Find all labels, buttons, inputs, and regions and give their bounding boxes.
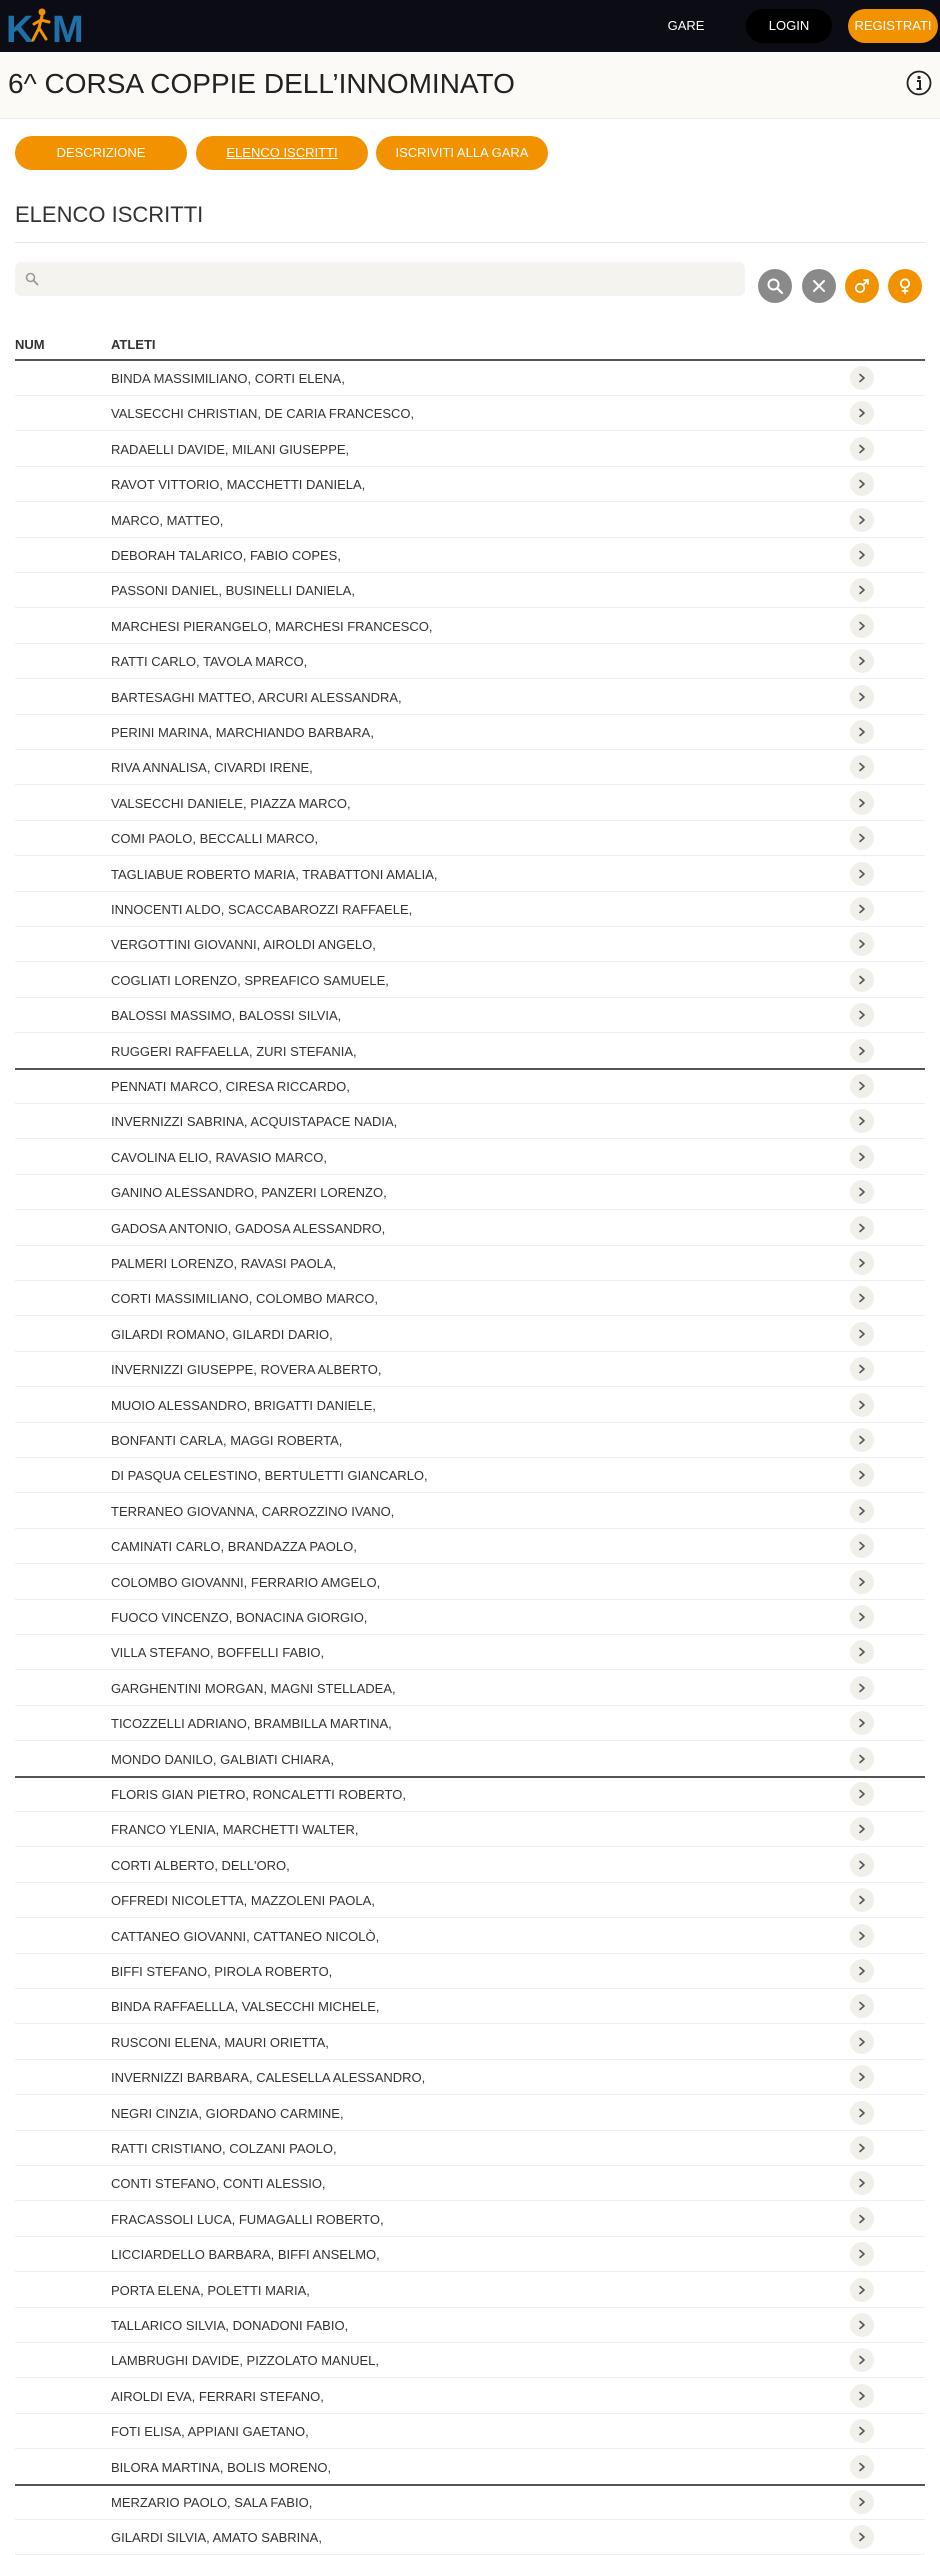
row-details-button[interactable] <box>850 1676 874 1700</box>
table-row[interactable] <box>15 1777 925 1812</box>
table-row[interactable] <box>15 2237 925 2272</box>
row-details-button[interactable] <box>850 366 874 390</box>
row-details-button[interactable] <box>850 1747 874 1771</box>
section-title: ELENCO ISCRITTI <box>15 202 204 227</box>
chevron-right-icon <box>857 585 867 595</box>
chevron-right-icon <box>857 2532 867 2542</box>
table-row[interactable] <box>15 2202 925 2237</box>
athletes-names: VALSECCHI DANIELE, PIAZZA MARCO, <box>111 796 351 811</box>
chevron-right-icon <box>857 550 867 560</box>
row-details-button[interactable] <box>850 543 874 567</box>
table-row[interactable] <box>15 1140 925 1175</box>
row-details-button[interactable] <box>850 1003 874 1027</box>
athletes-names: PORTA ELENA, POLETTI MARIA, <box>111 2283 310 2298</box>
athletes-names: DI PASQUA CELESTINO, BERTULETTI GIANCARLO, <box>111 1468 428 1483</box>
athletes-names: TICOZZELLI ADRIANO, BRAMBILLA MARTINA, <box>111 1716 392 1731</box>
row-details-button[interactable] <box>850 1109 874 1133</box>
table-row[interactable] <box>15 786 925 821</box>
chevron-right-icon <box>857 904 867 914</box>
table-row[interactable] <box>15 2379 925 2414</box>
table-row[interactable] <box>15 1175 925 1210</box>
athletes-names: FRANCO YLENIA, MARCHETTI WALTER, <box>111 1822 359 1837</box>
row-details-button[interactable] <box>850 2065 874 2089</box>
row-details-button[interactable] <box>850 1640 874 1664</box>
row-details-button[interactable] <box>850 1853 874 1877</box>
row-details-button[interactable] <box>850 614 874 638</box>
athletes-names: BILORA MARTINA, BOLIS MORENO, <box>111 2460 332 2475</box>
chevron-right-icon <box>857 444 867 454</box>
athletes-names: TERRANEO GIOVANNA, CARROZZINO IVANO, <box>111 1504 395 1519</box>
chevron-right-icon <box>857 1789 867 1799</box>
row-details-button[interactable] <box>850 508 874 532</box>
athletes-names: RUSCONI ELENA, MAURI ORIETTA, <box>111 2035 329 2050</box>
athletes-names: BARTESAGHI MATTEO, ARCURI ALESSANDRA, <box>111 690 402 705</box>
chevron-right-icon <box>857 939 867 949</box>
chevron-right-icon <box>857 1435 867 1445</box>
row-details-button[interactable] <box>850 1817 874 1841</box>
table-row[interactable] <box>15 1352 925 1387</box>
page-title: 6^ CORSA COPPIE DELL’INNOMINATO <box>8 68 515 99</box>
athletes-names: INNOCENTI ALDO, SCACCABAROZZI RAFFAELE, <box>111 902 413 917</box>
athletes-names: MUOIO ALESSANDRO, BRIGATTI DANIELE, <box>111 1398 376 1413</box>
table-row[interactable] <box>15 1600 925 1635</box>
chevron-right-icon <box>857 2391 867 2401</box>
table-row[interactable] <box>15 998 925 1033</box>
athletes-names: COMI PAOLO, BECCALLI MARCO, <box>111 831 319 846</box>
athletes-names: MARCO, MATTEO, <box>111 513 224 528</box>
athletes-names: PALMERI LORENZO, RAVASI PAOLA, <box>111 1256 337 1271</box>
row-details-button[interactable] <box>850 2419 874 2443</box>
table-row[interactable] <box>15 1388 925 1423</box>
table-row[interactable] <box>15 1458 925 1493</box>
table-row[interactable] <box>15 644 925 679</box>
athletes-names: CORTI ALBERTO, DELL'ORO, <box>111 1858 290 1873</box>
table-row[interactable] <box>15 1246 925 1281</box>
chevron-right-icon <box>857 1400 867 1410</box>
table-row[interactable] <box>15 1989 925 2024</box>
chevron-right-icon <box>857 2497 867 2507</box>
athletes-names: OFFREDI NICOLETTA, MAZZOLENI PAOLA, <box>111 1893 375 1908</box>
chevron-right-icon <box>857 656 867 666</box>
athletes-names: CORTI MASSIMILIANO, COLOMBO MARCO, <box>111 1291 379 1306</box>
row-details-button[interactable] <box>850 578 874 602</box>
table-row[interactable] <box>15 2414 925 2449</box>
chevron-right-icon <box>857 1470 867 1480</box>
chevron-right-icon <box>857 373 867 383</box>
athletes-names: INVERNIZZI SABRINA, ACQUISTAPACE NADIA, <box>111 1114 398 1129</box>
chevron-right-icon <box>857 1754 867 1764</box>
table-row[interactable] <box>15 2025 925 2060</box>
chevron-right-icon <box>857 515 867 525</box>
athletes-names: FLORIS GIAN PIETRO, RONCALETTI ROBERTO, <box>111 1787 406 1802</box>
tab-elenco-iscritti[interactable]: ELENCO ISCRITTI <box>196 136 368 170</box>
chevron-right-icon <box>857 798 867 808</box>
chevron-right-icon <box>857 1541 867 1551</box>
chevron-right-icon <box>857 2072 867 2082</box>
table-row[interactable] <box>15 396 925 431</box>
athletes-names: CAVOLINA ELIO, RAVASIO MARCO, <box>111 1150 327 1165</box>
table-row[interactable] <box>15 1104 925 1139</box>
athletes-names: NEGRI CINZIA, GIORDANO CARMINE, <box>111 2106 344 2121</box>
row-details-button[interactable] <box>850 2455 874 2479</box>
row-details-button[interactable] <box>850 1994 874 2018</box>
table-row[interactable] <box>15 1034 925 1069</box>
row-details-button[interactable] <box>850 932 874 956</box>
table-row[interactable] <box>15 1529 925 1564</box>
table-row[interactable] <box>15 750 925 785</box>
chevron-right-icon <box>857 2462 867 2472</box>
table-row[interactable] <box>15 2485 925 2520</box>
row-details-button[interactable] <box>850 1039 874 1063</box>
row-details-button[interactable] <box>850 1286 874 1310</box>
athletes-names: GARGHENTINI MORGAN, MAGNI STELLADEA, <box>111 1681 396 1696</box>
athletes-names: MARCHESI PIERANGELO, MARCHESI FRANCESCO, <box>111 619 433 634</box>
table-row[interactable] <box>15 2131 925 2166</box>
athletes-names: CATTANEO GIOVANNI, CATTANEO NICOLÒ, <box>111 1929 380 1944</box>
row-details-button[interactable] <box>850 1924 874 1948</box>
table-row[interactable] <box>15 1812 925 1847</box>
row-details-button[interactable] <box>850 472 874 496</box>
row-details-button[interactable] <box>850 1393 874 1417</box>
chevron-right-icon <box>857 833 867 843</box>
chevron-right-icon <box>857 2143 867 2153</box>
athletes-names: COLOMBO GIOVANNI, FERRARIO AMGELO, <box>111 1575 381 1590</box>
row-details-button[interactable] <box>850 2313 874 2337</box>
table-row[interactable] <box>15 1883 925 1918</box>
athletes-names: GILARDI ROMANO, GILARDI DARIO, <box>111 1327 333 1342</box>
table-row[interactable] <box>15 2060 925 2095</box>
row-details-button[interactable] <box>850 1711 874 1735</box>
table-row[interactable] <box>15 1954 925 1989</box>
table-row[interactable] <box>15 361 925 396</box>
row-details-button[interactable] <box>850 1570 874 1594</box>
table-row[interactable] <box>15 1565 925 1600</box>
athletes-names: INVERNIZZI GIUSEPPE, ROVERA ALBERTO, <box>111 1362 382 1377</box>
table-row[interactable] <box>15 821 925 856</box>
athletes-names: CONTI STEFANO, CONTI ALESSIO, <box>111 2176 326 2191</box>
athletes-names: LAMBRUGHI DAVIDE, PIZZOLATO MANUEL, <box>111 2353 379 2368</box>
table-row[interactable] <box>15 467 925 502</box>
athletes-names: TALLARICO SILVIA, DONADONI FABIO, <box>111 2318 349 2333</box>
tab-descrizione[interactable]: DESCRIZIONE <box>15 136 187 170</box>
athletes-names: AIROLDI EVA, FERRARI STEFANO, <box>111 2389 324 2404</box>
row-details-button[interactable] <box>850 1463 874 1487</box>
row-details-button[interactable] <box>850 401 874 425</box>
table-row[interactable] <box>15 1317 925 1352</box>
table-row[interactable] <box>15 680 925 715</box>
row-details-button[interactable] <box>850 1145 874 1169</box>
chevron-right-icon <box>857 2037 867 2047</box>
athletes-names: RIVA ANNALISA, CIVARDI IRENE, <box>111 760 313 775</box>
row-details-button[interactable] <box>850 2030 874 2054</box>
row-details-button[interactable] <box>850 2525 874 2549</box>
table-row[interactable] <box>15 609 925 644</box>
athletes-names: BINDA MASSIMILIANO, CORTI ELENA, <box>111 371 345 386</box>
chevron-right-icon <box>857 2214 867 2224</box>
row-details-button[interactable] <box>850 897 874 921</box>
table-row[interactable] <box>15 963 925 998</box>
column-header-num: NUM <box>15 337 45 352</box>
chevron-right-icon <box>857 1895 867 1905</box>
athletes-names: RAVOT VITTORIO, MACCHETTI DANIELA, <box>111 477 366 492</box>
svg-text:M: M <box>52 9 84 46</box>
chevron-right-icon <box>857 1506 867 1516</box>
row-details-button[interactable] <box>850 2242 874 2266</box>
chevron-right-icon <box>857 621 867 631</box>
svg-text:K: K <box>6 9 32 46</box>
chevron-right-icon <box>857 1116 867 1126</box>
row-details-button[interactable] <box>850 2348 874 2372</box>
athletes-names: PASSONI DANIEL, BUSINELLI DANIELA, <box>111 583 355 598</box>
chevron-right-icon <box>857 2001 867 2011</box>
athletes-names: LICCIARDELLO BARBARA, BIFFI ANSELMO, <box>111 2247 380 2262</box>
chevron-right-icon <box>857 2426 867 2436</box>
row-details-button[interactable] <box>850 1888 874 1912</box>
athletes-names: BIFFI STEFANO, PIROLA ROBERTO, <box>111 1964 333 1979</box>
chevron-right-icon <box>857 762 867 772</box>
table-row[interactable] <box>15 432 925 467</box>
row-details-button[interactable] <box>850 649 874 673</box>
athletes-names: VILLA STEFANO, BOFFELLI FABIO, <box>111 1645 325 1660</box>
table-row[interactable] <box>15 538 925 573</box>
row-details-button[interactable] <box>850 2171 874 2195</box>
table-row[interactable] <box>15 1919 925 1954</box>
athletes-names: TAGLIABUE ROBERTO MARIA, TRABATTONI AMALIA, <box>111 867 438 882</box>
athletes-names: VERGOTTINI GIOVANNI, AIROLDI ANGELO, <box>111 937 376 952</box>
row-details-button[interactable] <box>850 1074 874 1098</box>
chevron-right-icon <box>857 1364 867 1374</box>
chevron-right-icon <box>857 1258 867 1268</box>
row-details-button[interactable] <box>850 755 874 779</box>
table-row[interactable] <box>15 1423 925 1458</box>
table-row[interactable] <box>15 573 925 608</box>
row-details-button[interactable] <box>850 791 874 815</box>
table-row[interactable] <box>15 1671 925 1706</box>
chevron-right-icon <box>857 727 867 737</box>
row-details-button[interactable] <box>850 1959 874 1983</box>
athletes-names: FRACASSOLI LUCA, FUMAGALLI ROBERTO, <box>111 2212 384 2227</box>
table-row[interactable] <box>15 2343 925 2378</box>
athletes-names: MERZARIO PAOLO, SALA FABIO, <box>111 2495 313 2510</box>
register-button[interactable]: REGISTRATI <box>848 9 938 43</box>
athletes-names: BONFANTI CARLA, MAGGI ROBERTA, <box>111 1433 343 1448</box>
table-row[interactable] <box>15 503 925 538</box>
row-details-button[interactable] <box>850 1251 874 1275</box>
athletes-names: FOTI ELISA, APPIANI GAETANO, <box>111 2424 309 2439</box>
table-row[interactable] <box>15 892 925 927</box>
athletes-names: GILARDI SILVIA, AMATO SABRINA, <box>111 2530 322 2545</box>
athletes-names: INVERNIZZI BARBARA, CALESELLA ALESSANDRO, <box>111 2070 426 2085</box>
tab-iscriviti-alla-gara[interactable]: ISCRIVITI ALLA GARA <box>376 136 548 170</box>
chevron-right-icon <box>857 1577 867 1587</box>
athletes-names: VALSECCHI CHRISTIAN, DE CARIA FRANCESCO, <box>111 406 415 421</box>
row-details-button[interactable] <box>850 2101 874 2125</box>
chevron-right-icon <box>857 1612 867 1622</box>
table-row[interactable] <box>15 927 925 962</box>
row-details-button[interactable] <box>850 720 874 744</box>
row-details-button[interactable] <box>850 1357 874 1381</box>
athletes-names: PENNATI MARCO, CIRESA RICCARDO, <box>111 1079 350 1094</box>
table-row[interactable] <box>15 2096 925 2131</box>
table-row[interactable] <box>15 1494 925 1529</box>
row-details-button[interactable] <box>850 1180 874 1204</box>
chevron-right-icon <box>857 479 867 489</box>
table-row[interactable] <box>15 2166 925 2201</box>
login-button[interactable]: LOGIN <box>746 9 832 43</box>
table-row[interactable] <box>15 2450 925 2485</box>
row-details-button[interactable] <box>850 1216 874 1240</box>
row-details-button[interactable] <box>850 1322 874 1346</box>
row-details-button[interactable] <box>850 1605 874 1629</box>
row-details-button[interactable] <box>850 862 874 886</box>
row-details-button[interactable] <box>850 2384 874 2408</box>
row-details-button[interactable] <box>850 2278 874 2302</box>
table-row[interactable] <box>15 2308 925 2343</box>
table-row[interactable] <box>15 1069 925 1104</box>
chevron-right-icon <box>857 2320 867 2330</box>
chevron-right-icon <box>857 1223 867 1233</box>
chevron-right-icon <box>857 692 867 702</box>
chevron-right-icon <box>857 1860 867 1870</box>
athletes-names: RATTI CRISTIANO, COLZANI PAOLO, <box>111 2141 337 2156</box>
row-details-button[interactable] <box>850 2136 874 2160</box>
chevron-right-icon <box>857 1966 867 1976</box>
athletes-names: BINDA RAFFAELLLA, VALSECCHI MICHELE, <box>111 1999 380 2014</box>
chevron-right-icon <box>857 2249 867 2259</box>
athletes-names: CAMINATI CARLO, BRANDAZZA PAOLO, <box>111 1539 357 1554</box>
chevron-right-icon <box>857 869 867 879</box>
nav-gare-link[interactable]: GARE <box>667 18 705 33</box>
chevron-right-icon <box>857 1718 867 1728</box>
row-details-button[interactable] <box>850 1534 874 1558</box>
athletes-names: DEBORAH TALARICO, FABIO COPES, <box>111 548 341 563</box>
table-row[interactable] <box>15 1848 925 1883</box>
athletes-names: PERINI MARINA, MARCHIANDO BARBARA, <box>111 725 374 740</box>
row-details-button[interactable] <box>850 437 874 461</box>
chevron-right-icon <box>857 2178 867 2188</box>
athletes-names: FUOCO VINCENZO, BONACINA GIORGIO, <box>111 1610 368 1625</box>
table-row[interactable] <box>15 1635 925 1670</box>
chevron-right-icon <box>857 408 867 418</box>
table-row[interactable] <box>15 715 925 750</box>
row-details-button[interactable] <box>850 2490 874 2514</box>
chevron-right-icon <box>857 1683 867 1693</box>
table-row[interactable] <box>15 1706 925 1741</box>
athletes-names: RATTI CARLO, TAVOLA MARCO, <box>111 654 308 669</box>
athletes-names: MONDO DANILO, GALBIATI CHIARA, <box>111 1752 334 1767</box>
chevron-right-icon <box>857 1647 867 1657</box>
athletes-names: COGLIATI LORENZO, SPREAFICO SAMUELE, <box>111 973 389 988</box>
table-row[interactable] <box>15 1211 925 1246</box>
row-details-button[interactable] <box>850 1428 874 1452</box>
table-row[interactable] <box>15 857 925 892</box>
chevron-right-icon <box>857 1046 867 1056</box>
row-details-button[interactable] <box>850 685 874 709</box>
athletes-names: RADAELLI DAVIDE, MILANI GIUSEPPE, <box>111 442 350 457</box>
chevron-right-icon <box>857 2355 867 2365</box>
row-details-button[interactable] <box>850 2207 874 2231</box>
row-details-button[interactable] <box>850 1782 874 1806</box>
chevron-right-icon <box>857 1824 867 1834</box>
athletes-names: RUGGERI RAFFAELLA, ZURI STEFANIA, <box>111 1044 357 1059</box>
chevron-right-icon <box>857 1293 867 1303</box>
chevron-right-icon <box>857 1187 867 1197</box>
chevron-right-icon <box>857 2108 867 2118</box>
column-header-atleti: ATLETI <box>111 337 156 352</box>
athletes-names: GANINO ALESSANDRO, PANZERI LORENZO, <box>111 1185 387 1200</box>
chevron-right-icon <box>857 1329 867 1339</box>
table-row[interactable] <box>15 1742 925 1777</box>
row-details-button[interactable] <box>850 826 874 850</box>
table-row[interactable] <box>15 2273 925 2308</box>
row-details-button[interactable] <box>850 968 874 992</box>
table-row[interactable] <box>15 1281 925 1316</box>
row-details-button[interactable] <box>850 1499 874 1523</box>
chevron-right-icon <box>857 1152 867 1162</box>
athletes-names: GADOSA ANTONIO, GADOSA ALESSANDRO, <box>111 1221 386 1236</box>
chevron-right-icon <box>857 1931 867 1941</box>
chevron-right-icon <box>857 975 867 985</box>
chevron-right-icon <box>857 1010 867 1020</box>
athletes-names: BALOSSI MASSIMO, BALOSSI SILVIA, <box>111 1008 342 1023</box>
chevron-right-icon <box>857 1081 867 1091</box>
chevron-right-icon <box>857 2285 867 2295</box>
